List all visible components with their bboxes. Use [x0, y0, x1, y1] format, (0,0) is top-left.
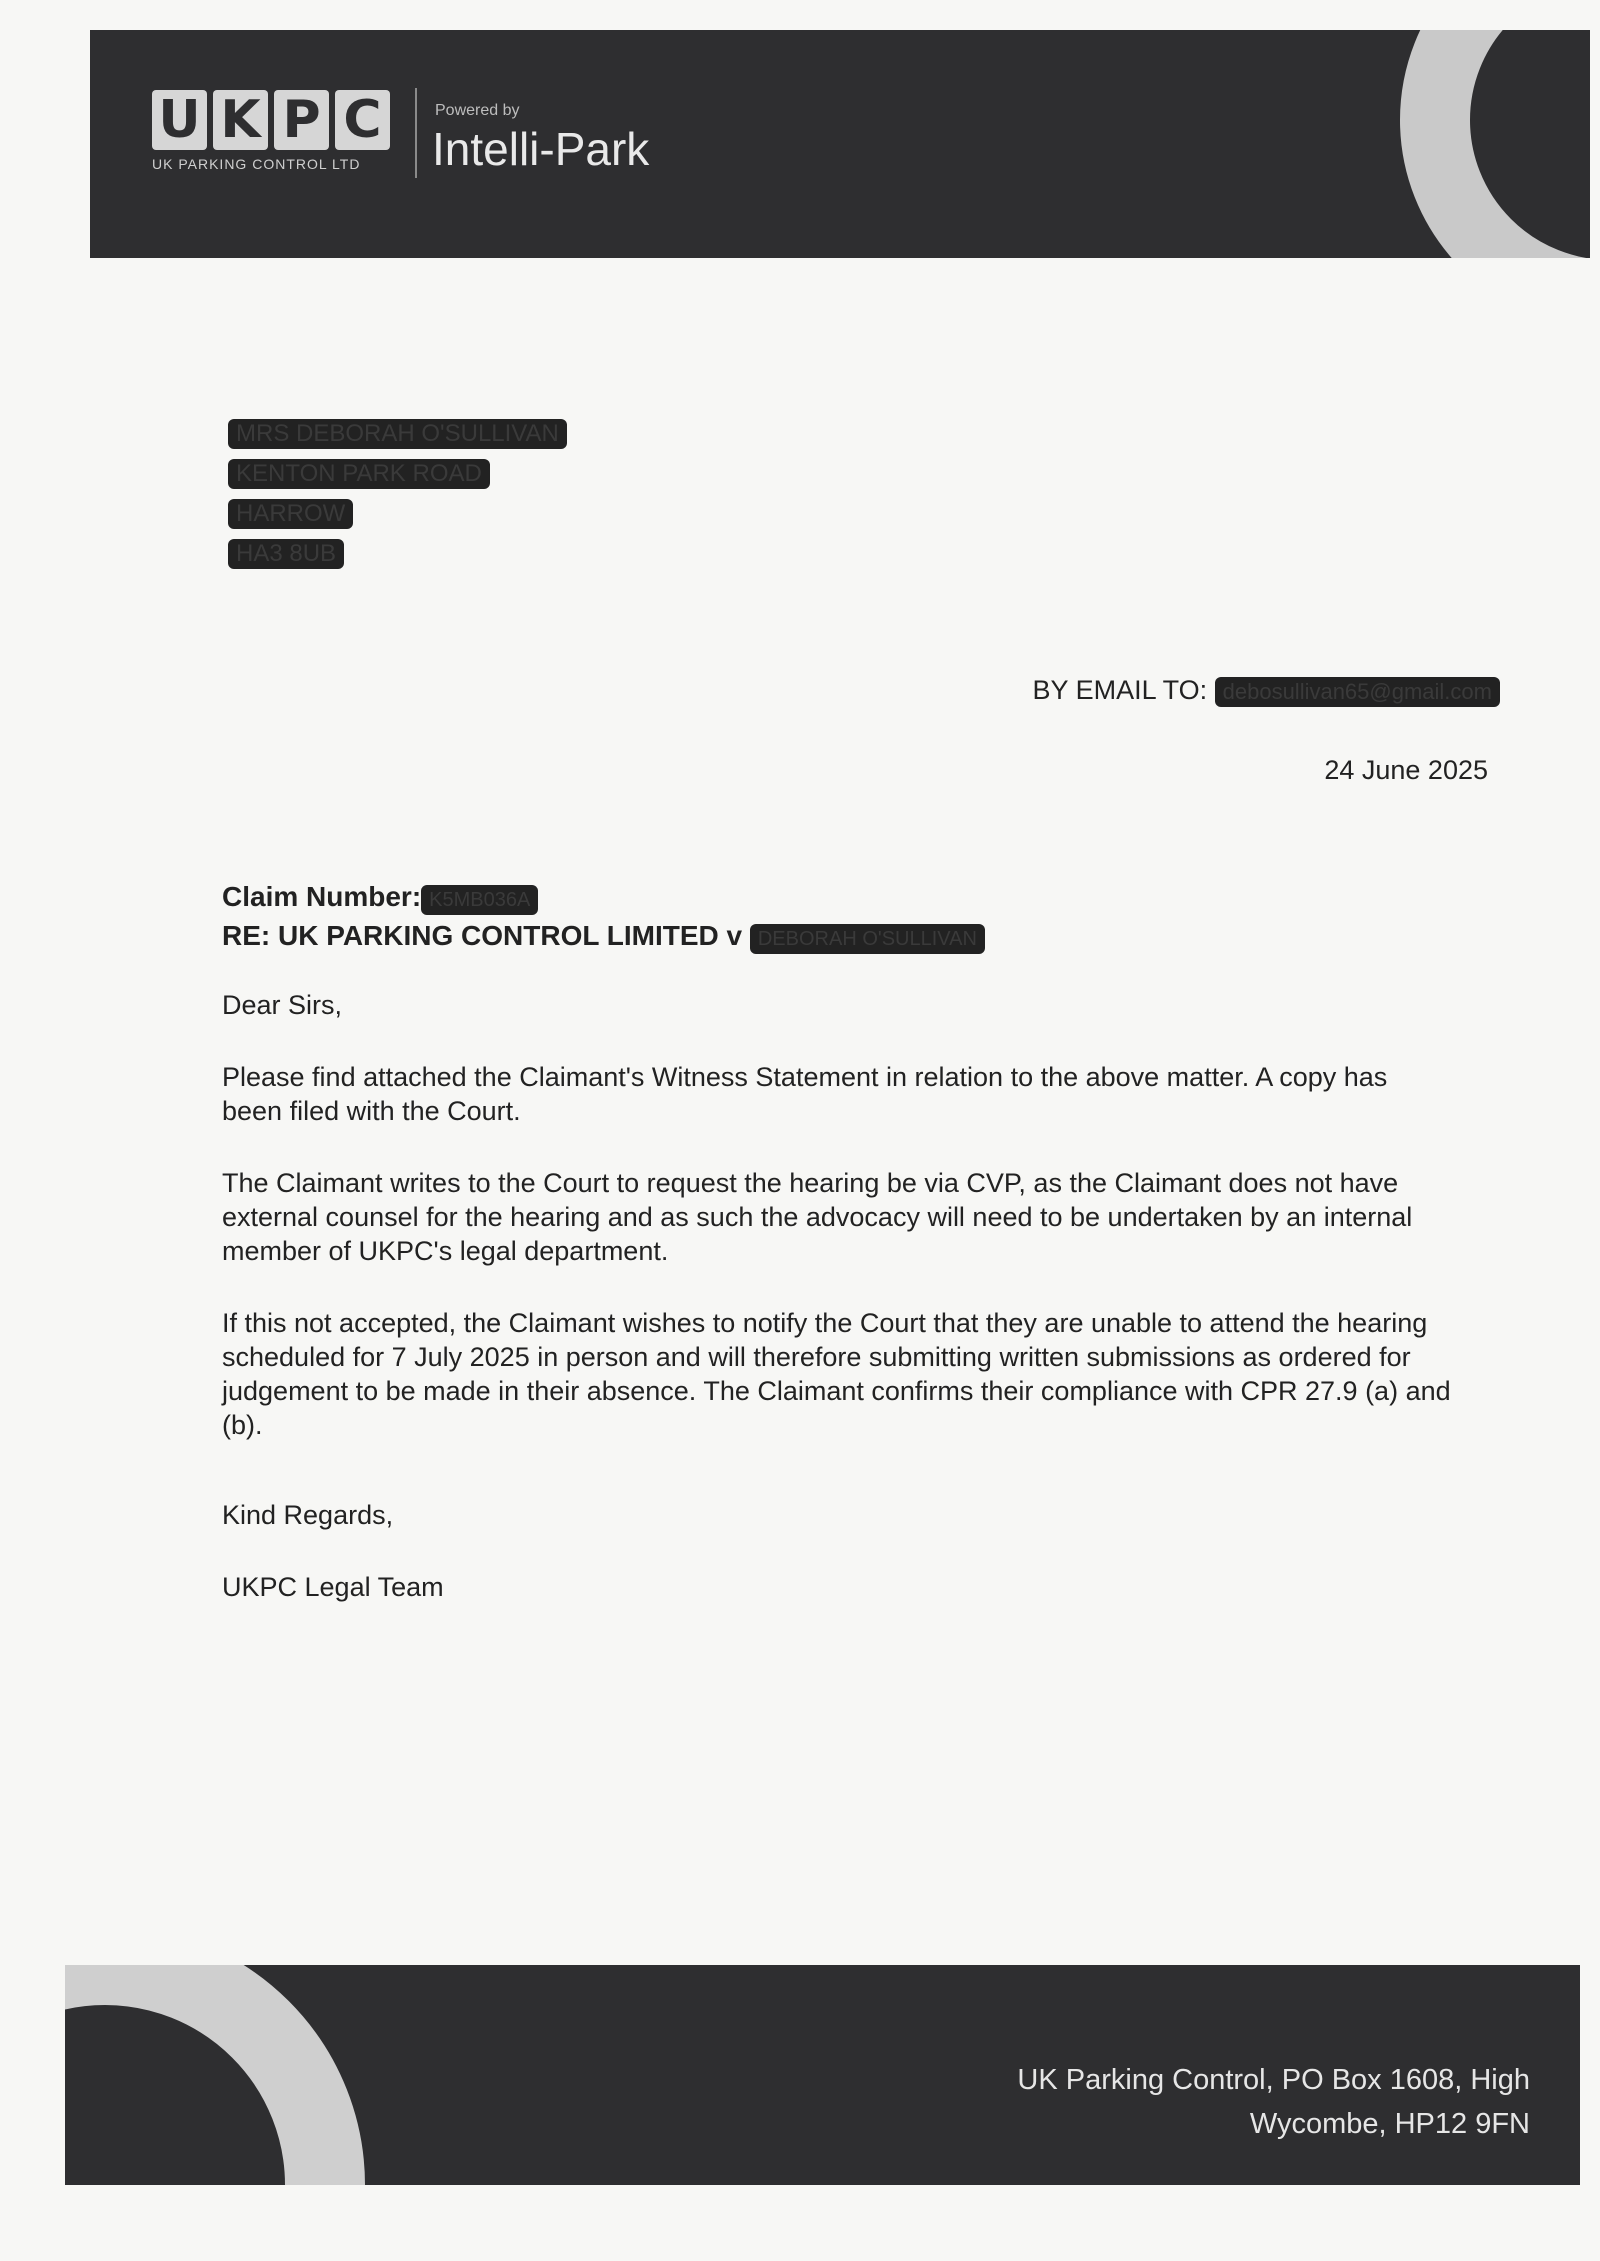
redacted-address-line: HA3 8UB	[228, 539, 344, 569]
re-line	[222, 919, 1452, 954]
logo-subtitle: UK PARKING CONTROL LTD	[152, 156, 361, 172]
ukpc-logo	[152, 90, 390, 172]
intelli-park-brand: Intelli-Park	[432, 123, 650, 175]
letterhead-header	[90, 30, 1590, 258]
header-arc-decoration	[1400, 30, 1590, 258]
paragraph: Please find attached the Claimant's Witness Statement in relation to the above matter. A copy has been filed with the Court.	[222, 1062, 1388, 1126]
redacted-claim-number: K5MB036A	[421, 885, 538, 915]
closing: Kind Regards,	[222, 1500, 394, 1530]
logo-letter: U	[152, 90, 207, 150]
redacted-email: debosullivan65@gmail.com	[1215, 677, 1500, 707]
claim-number-line	[222, 880, 1452, 915]
powered-by-label: Powered by	[435, 102, 520, 119]
claim-number-label: Claim Number:	[222, 881, 422, 912]
letter-date: 24 June 2025	[1324, 755, 1488, 785]
by-email-line	[1033, 675, 1500, 707]
re-prefix: RE: UK PARKING CONTROL LIMITED v	[222, 920, 743, 951]
salutation: Dear Sirs,	[222, 990, 343, 1020]
redacted-defendant-name: DEBORAH O'SULLIVAN	[750, 924, 985, 954]
paragraph: If this not accepted, the Claimant wishes to notify the Court that they are unable to attend the hearing scheduled for 7 July 2025 in person and will therefore submitting written submissions as ordered for judgement to be made in their absence. The Claimant confirms their compliance with CPR 27.9 (a) and (b).	[222, 1308, 1451, 1440]
recipient-address	[228, 416, 567, 576]
logo-letter: C	[335, 90, 390, 150]
footer-arc-decoration	[65, 1965, 365, 2185]
logo-letter: K	[213, 90, 268, 150]
letter-body	[222, 880, 1452, 1604]
paragraph: The Claimant writes to the Court to request the hearing be via CVP, as the Claimant does not have external counsel for the hearing and as such the advocacy will need to be undertaken by an internal member of UKPC's legal department.	[222, 1168, 1413, 1266]
by-email-label: BY EMAIL TO:	[1032, 675, 1208, 705]
redacted-address-line: HARROW	[228, 499, 353, 529]
signoff: UKPC Legal Team	[222, 1572, 444, 1602]
redacted-address-line: KENTON PARK ROAD	[228, 459, 490, 489]
logo-letter: P	[274, 90, 329, 150]
footer-address: UK Parking Control, PO Box 1608, High Wycombe, HP12 9FN	[1017, 2064, 1530, 2140]
logo-divider	[415, 88, 417, 178]
redacted-address-line: MRS DEBORAH O'SULLIVAN	[228, 419, 567, 449]
letterhead-footer	[65, 1965, 1580, 2185]
